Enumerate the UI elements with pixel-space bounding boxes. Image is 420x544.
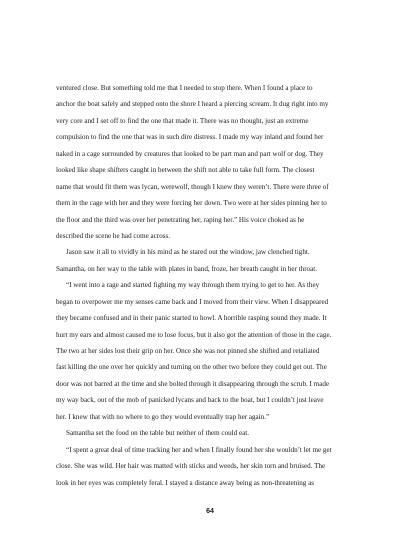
- text-line: Jason saw it all to vividly in his mind as he stared out the window, jaw clenched tight.: [66, 248, 310, 257]
- text-line: ventured close. But something told me that I needed to stop there. When I found a place to: [56, 84, 313, 92]
- text-line: them in the cage with her and they were forcing her down. Two were at her sides pinning her to: [56, 199, 327, 208]
- text-line: name that would fit them was lycan, werewolf, though I knew they weren’t. There were three of: [56, 182, 329, 191]
- text-line: described the scene he had come across.: [56, 231, 171, 240]
- text-line: look in her eyes was completely feral. I stayed a distance away being as non-threatening as: [56, 478, 315, 487]
- text-line: they became confused and in their panic started to howl. A horrible rasping sound they made. It: [56, 314, 327, 323]
- text-line: anchor the boat safely and stepped onto the shore I heard a piercing scream. It dug right into my: [56, 100, 329, 109]
- text-line: the floor and the third was over her penetrating her, raping her.” His voice choked as he: [56, 215, 305, 224]
- text-line: her. I knew that with no where to go they would eventually trap her again.”: [56, 412, 270, 421]
- text-line: very core and I set off to find the one that made it. There was no thought, just an extreme: [56, 116, 309, 125]
- text-line: “I went into a rage and started fighting my way through them trying to get to her. As they: [66, 281, 320, 290]
- text-line: The two at her sides lost their grip on her. Once she was not pinned she shifted and retaliated: [56, 347, 320, 355]
- text-line: began to overpower me my senses came back and I moved from their view. When I disappeared: [56, 297, 329, 306]
- text-line: fast killing the one over her quickly and turning on the other two before they could get out. The: [56, 363, 327, 372]
- text-line: door was not barred at the time and she bolted through it disappearing through the scrub. I made: [56, 379, 330, 388]
- text-line: looked like shape shifters caught in between the shift not able to take full form. The closest: [56, 166, 315, 175]
- text-line: “I spent a great deal of time tracking her and when I finally found her she wouldn’t let me get: [66, 445, 332, 454]
- text-line: close. She was wild. Her hair was matted with sticks and weeds, her skin torn and bruised. The: [56, 462, 326, 471]
- text-line: my way back, out of the mob of panicked lycans and back to the boat, but I couldn’t just leave: [56, 396, 324, 405]
- text-line: compulsion to find the one that was in such dire distress. I made my way inland and found her: [56, 133, 324, 142]
- text-line: hurt my ears and almost caused me to lose focus, but it also got the attention of those in the cage.: [56, 330, 332, 339]
- body-text: [56, 80, 370, 491]
- text-line: Samantha set the food on the table but neither of them could eat.: [66, 429, 250, 438]
- text-line: Samantha, on her way to the table with plates in band, froze, her breath caught in her throat.: [56, 264, 318, 273]
- page-number: 64: [206, 508, 214, 515]
- text-line: naked in a cage surrounded by creatures that looked to be part man and part wolf or dog. They: [56, 149, 324, 158]
